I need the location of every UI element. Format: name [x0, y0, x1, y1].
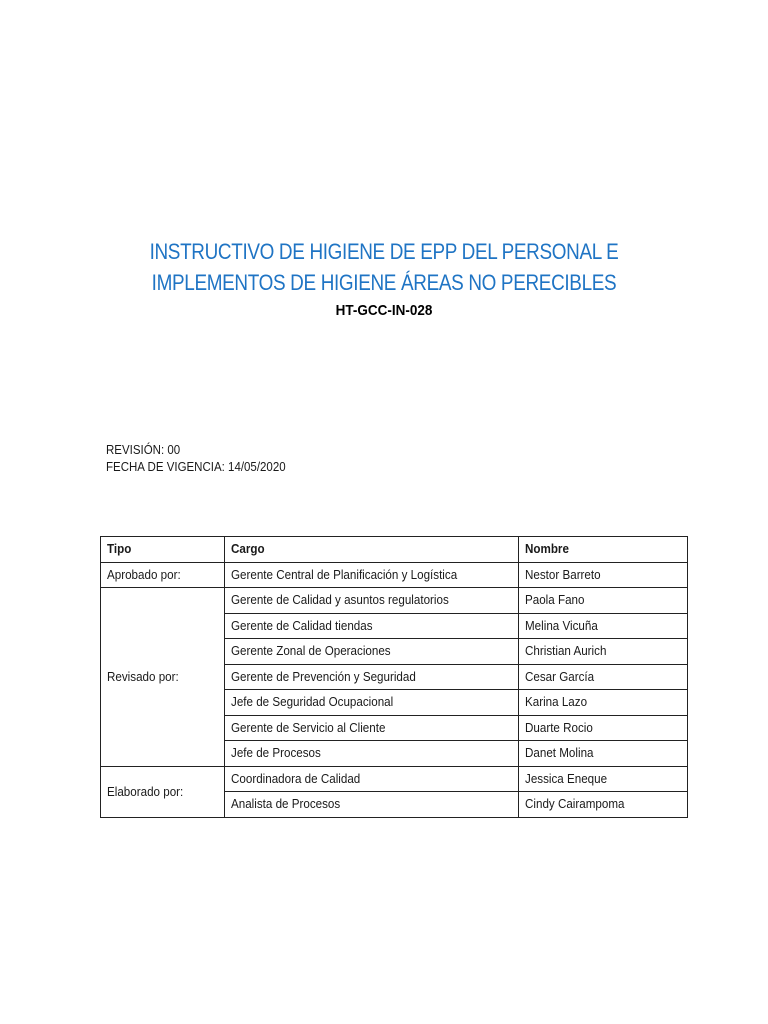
table-row — [101, 766, 688, 792]
cargo-cell: Gerente de Calidad tiendas — [225, 613, 518, 639]
title-line-2: IMPLEMENTOS DE HIGIENE ÁREAS NO PERECIBLES — [151, 270, 617, 295]
nombre-cell: Paola Fano — [518, 588, 687, 614]
cargo-cell: Coordinadora de Calidad — [225, 766, 518, 792]
nombre-cell: Cesar García — [518, 664, 687, 690]
cargo-cell: Gerente de Servicio al Cliente — [225, 715, 518, 741]
group-elaborado: Elaborado por: — [101, 766, 225, 817]
title-line-1: INSTRUCTIVO DE HIGIENE DE EPP DEL PERSONAL E — [149, 239, 619, 264]
document-title — [54, 236, 714, 298]
group-revisado: Revisado por: — [101, 588, 225, 767]
nombre-cell: Danet Molina — [518, 741, 687, 767]
nombre-cell: Nestor Barreto — [518, 562, 687, 588]
nombre-cell: Duarte Rocio — [518, 715, 687, 741]
header-cargo: Cargo — [225, 537, 518, 563]
nombre-cell: Christian Aurich — [518, 639, 687, 665]
cargo-cell: Analista de Procesos — [225, 792, 518, 818]
nombre-cell: Melina Vicuña — [518, 613, 687, 639]
header-nombre: Nombre — [518, 537, 687, 563]
revision-label: REVISIÓN: 00 — [106, 443, 181, 457]
header-tipo: Tipo — [101, 537, 225, 563]
nombre-cell: Cindy Cairampoma — [518, 792, 687, 818]
table-row — [101, 562, 688, 588]
nombre-cell: Jessica Eneque — [518, 766, 687, 792]
table-row — [101, 588, 688, 614]
nombre-cell: Karina Lazo — [518, 690, 687, 716]
cargo-cell: Gerente Zonal de Operaciones — [225, 639, 518, 665]
cargo-cell: Jefe de Seguridad Ocupacional — [225, 690, 518, 716]
group-aprobado: Aprobado por: — [101, 562, 225, 588]
cargo-cell: Gerente Central de Planificación y Logística — [225, 562, 518, 588]
document-meta — [106, 442, 286, 476]
approval-table — [100, 536, 688, 818]
cargo-cell: Gerente de Calidad y asuntos regulatorios — [225, 588, 518, 614]
cargo-cell: Jefe de Procesos — [225, 741, 518, 767]
table-header-row — [101, 537, 688, 563]
effective-date-label: FECHA DE VIGENCIA: 14/05/2020 — [106, 460, 286, 474]
document-code: HT-GCC-IN-028 — [335, 302, 433, 319]
cargo-cell: Gerente de Prevención y Seguridad — [225, 664, 518, 690]
